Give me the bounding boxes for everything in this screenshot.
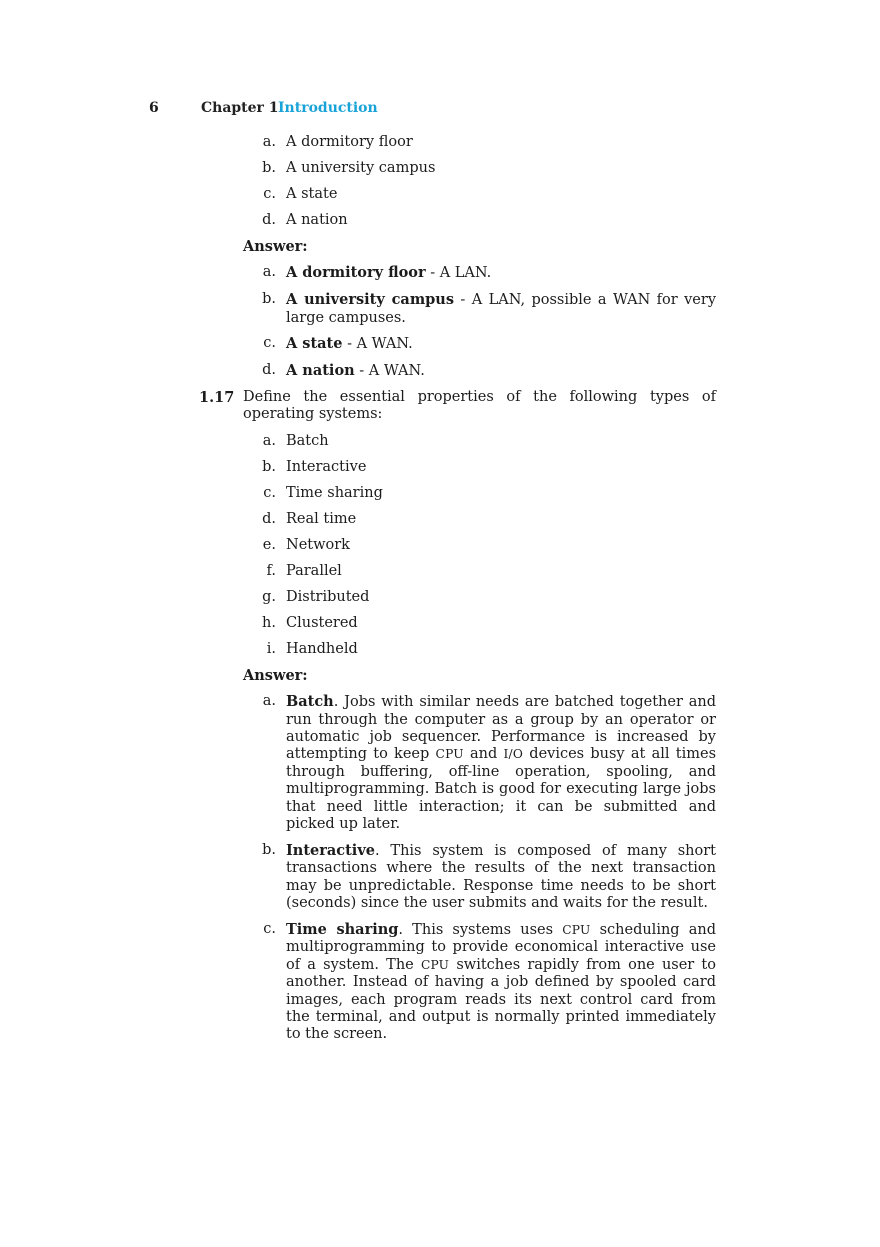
list-item: h. Clustered	[262, 614, 358, 631]
answer-item: d. A nation - A WAN.	[262, 362, 425, 380]
answer-heading: Answer:	[243, 666, 308, 684]
q17-answers	[196, 693, 716, 1044]
page-content	[196, 134, 716, 1052]
chapter-title: Introduction	[278, 100, 378, 116]
list-item: g. Distributed	[262, 588, 370, 605]
answer-item: a. A dormitory floor - A LAN.	[262, 264, 492, 282]
q17-options	[196, 433, 716, 658]
answer-item: c. A state - A WAN.	[263, 335, 413, 353]
answer-heading: Answer:	[243, 238, 308, 255]
list-item: b. Interactive	[262, 458, 367, 475]
list-item: e. Network	[262, 536, 350, 553]
answer-interactive: b. Interactive. This system is composed of many short transactions where the results of the next transaction may be unpredictable. Response time needs to be short (seconds) since the user submits and waits for the result.	[262, 841, 716, 912]
list-item: b. A university campus	[262, 160, 436, 176]
list-item: a. Batch	[262, 432, 329, 449]
list-item: f. Parallel	[266, 562, 342, 579]
answer-time-sharing: c. Time sharing. This systems uses CPU scheduling and multiprogramming to provide economical interactive use of a system. The CPU switches rapidly from one user to another. Instead of having a job defined by spooled card images, each program reads its next control card from the terminal, and output is normally printed immediately to the screen.	[263, 920, 717, 1043]
chapter-label: Chapter 1	[201, 100, 279, 116]
question-number: 1.17	[199, 389, 235, 406]
question-1-17	[196, 389, 716, 424]
question-text: Define the essential properties of the following types of operating systems:	[243, 389, 716, 423]
q16-options	[196, 134, 716, 229]
list-item: i. Handheld	[266, 640, 358, 657]
page-number: 6	[149, 100, 159, 116]
list-item: d. A nation	[262, 212, 348, 228]
list-item: c. A state	[263, 186, 338, 202]
list-item: d. Real time	[262, 510, 357, 527]
answer-item: b. A university campus - A LAN, possible a WAN for very large campuses.	[262, 291, 717, 326]
q16-answers	[196, 264, 716, 380]
list-item: a. A dormitory floor	[262, 134, 413, 150]
list-item: c. Time sharing	[263, 484, 383, 501]
running-header	[0, 100, 880, 120]
answer-batch: a. Batch. Jobs with similar needs are batched together and run through the computer as a group by an operator or automatic job sequencer. Performance is increased by attempting to keep CPU and I/O devices busy at all times through buffering, off-line operation, spooling, and multiprogramming. Batch is good for executing large jobs that need little interaction; it can be submitted and picked up later.	[262, 693, 717, 833]
